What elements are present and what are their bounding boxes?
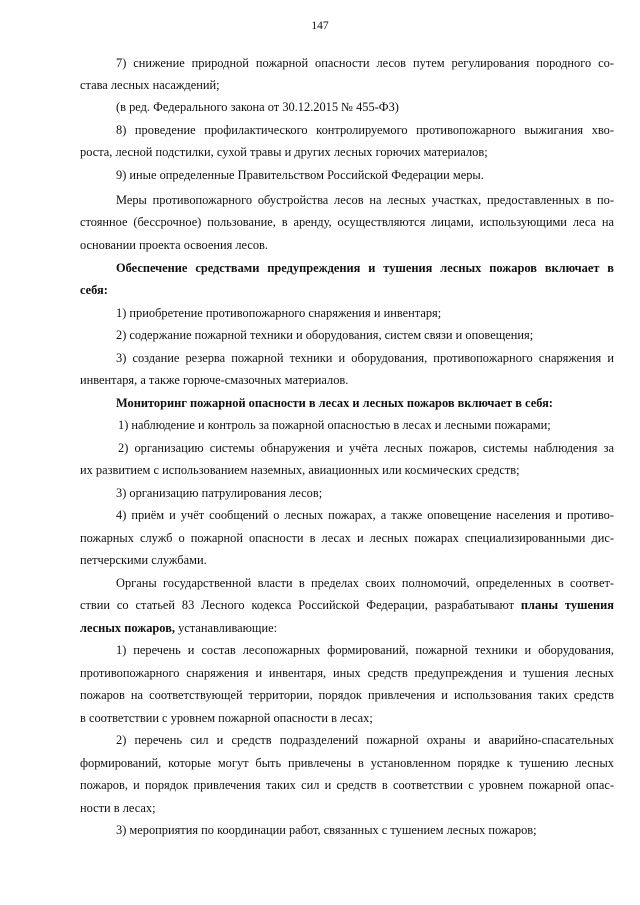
text-line: основании проекта освоения лесов. — [80, 238, 269, 252]
text-line: 9) иные определенные Правительством Российской Федерации меры. — [116, 168, 484, 182]
text-line: петчерскими службами. — [80, 553, 207, 567]
text-line: 7) снижение природной пожарной опасности лесов путем регулирования породного со- — [116, 56, 614, 70]
list-item: 2) перечень сил и средств подразделений пожарной охраны и аварийно-спасательных — [116, 733, 614, 747]
list-item: 1) наблюдение и контроль за пожарной опасностью в лесах и лесными пожарами; — [118, 418, 551, 432]
text-line: формирований, которые могут быть привлечены в установленном порядке к тушению лесных — [80, 756, 614, 770]
text-line: пожарных служб о пожарной опасности в лесах и лесных пожарах специализированными дис- — [80, 531, 614, 545]
text-line: Меры противопожарного обустройства лесов на лесных участках, предоставленных в по- — [116, 193, 614, 207]
text-line: в соответствии с уровнем пожарной опасности в лесах; — [80, 711, 373, 725]
list-item: 3) создание резерва пожарной техники и оборудования, противопожарного снаряжения и — [116, 351, 614, 365]
text-line: става лесных насаждений; — [80, 78, 220, 92]
text-run-bold: лесных пожаров, — [80, 621, 175, 635]
text-line: Органы государственной власти в пределах своих полномочий, определенных в соответ- — [116, 576, 614, 590]
list-item: 2) организацию системы обнаружения и учёта лесных пожаров, системы наблюдения за — [118, 441, 614, 455]
text-run: ствии со статьей 83 Лесного кодекса Российской Федерации, разрабатывают — [80, 598, 521, 612]
text-line: инвентаря, а также горюче-смазочных материалов. — [80, 373, 349, 387]
text-line: пожаров, и порядок привлечения таких сил и средств в соответствии с уровнем пожарной опас- — [80, 778, 614, 792]
section-heading: Обеспечение средствами предупреждения и тушения лесных пожаров включает в — [116, 261, 614, 275]
text-line: их развитием с использованием наземных, авиационных или космических средств; — [80, 463, 520, 477]
text-line: противопожарного снаряжения и инвентаря, иных средств предупреждения и тушения лесных — [80, 666, 614, 680]
section-heading: себя: — [80, 283, 108, 297]
text-line: стоянное (бессрочное) пользование, в аренду, осуществляются лицами, использующими леса на — [80, 215, 614, 229]
list-item: 4) приём и учёт сообщений о лесных пожарах, а также оповещение населения и противо- — [116, 508, 614, 522]
list-item: 3) мероприятия по координации работ, связанных с тушением лесных пожаров; — [116, 823, 537, 837]
list-item: 1) приобретение противопожарного снаряжения и инвентаря; — [116, 306, 442, 320]
text-line: ности в лесах; — [80, 801, 156, 815]
list-item: 2) содержание пожарной техники и оборудования, систем связи и оповещения; — [116, 328, 534, 342]
text-run-bold: планы тушения — [520, 598, 614, 612]
text-line: (в ред. Федерального закона от 30.12.2015 № 455-ФЗ) — [116, 100, 399, 114]
text-line: пожаров на соответствующей территории, порядок привлечения и использования таких средств — [80, 688, 614, 702]
section-heading: Мониторинг пожарной опасности в лесах и лесных пожаров включает в себя: — [116, 396, 553, 410]
text-line: 8) проведение профилактического контролируемого противопожарного выжигания хво- — [116, 123, 614, 137]
text-line — [80, 617, 277, 639]
text-line — [80, 594, 614, 616]
list-item: 3) организацию патрулирования лесов; — [116, 486, 323, 500]
page-number: 147 — [311, 20, 329, 32]
text-line: роста, лесной подстилки, сухой травы и других лесных горючих материалов; — [80, 145, 488, 159]
list-item: 1) перечень и состав лесопожарных формирований, пожарной техники и оборудования, — [116, 643, 614, 657]
text-run: устанавливающие: — [174, 621, 278, 635]
